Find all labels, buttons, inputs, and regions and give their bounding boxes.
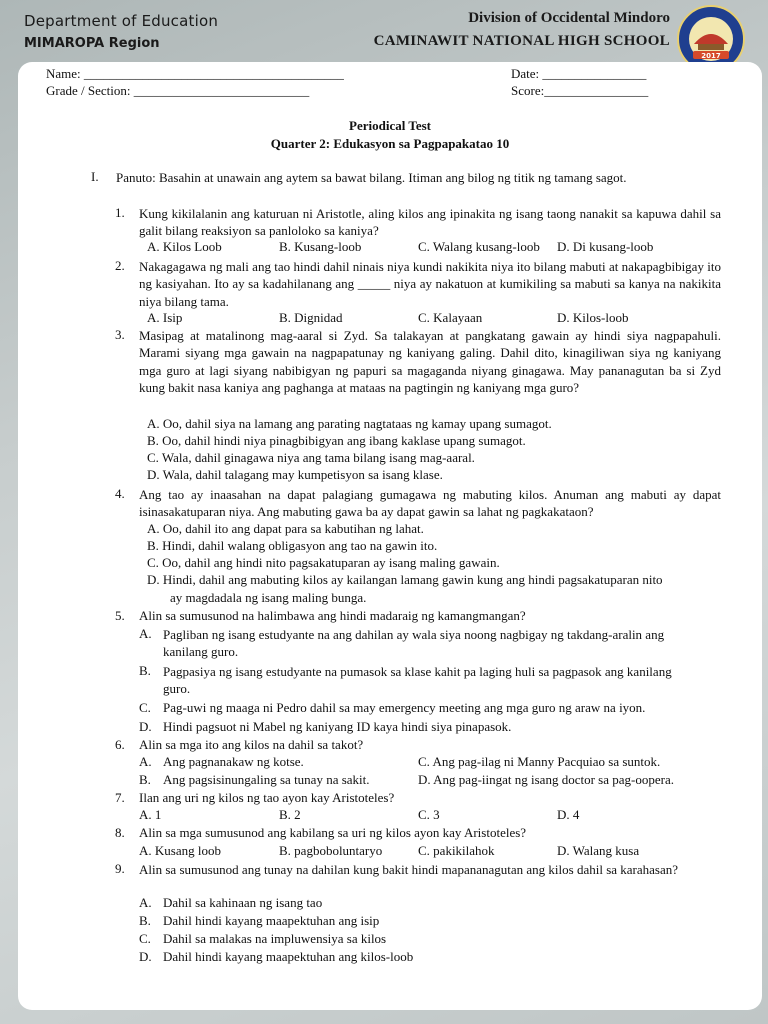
letterhead (0, 0, 768, 62)
instructions: Panuto: Basahin at unawain ang aytem sa bawat bilang. Itiman ang bilog ng titik ng tamang sagot. (116, 170, 627, 185)
dept-name: Department of Education (24, 12, 219, 30)
option-text[interactable]: Ang pagnanakaw ng kotse. (163, 754, 304, 769)
option-text[interactable]: Ang pagsisinungaling sa tunay na sakit. (163, 772, 370, 787)
option[interactable]: D. Ang pag-iingat ng isang doctor sa pag-oopera. (418, 772, 674, 787)
option[interactable]: C. Walang kusang-loob (418, 239, 540, 254)
school-name: CAMINAWIT NATIONAL HIGH SCHOOL (373, 33, 670, 49)
option-continued: ay magdadala ng isang maling bunga. (170, 590, 367, 605)
division-name: Division of Occidental Mindoro (468, 10, 670, 26)
option-letter[interactable]: C. (139, 931, 151, 946)
option[interactable]: B. pagboboluntaryo (279, 843, 383, 858)
option[interactable]: C. Kalayaan (418, 310, 483, 325)
question-text: Alin sa mga sumusunod ang kabilang sa uri ng kilos ayon kay Aristoteles? (139, 825, 527, 840)
option-letter[interactable]: A. (139, 754, 152, 769)
option[interactable]: A. Oo, dahil siya na lamang ang parating nagtataas ng kamay upang sumagot. (147, 416, 552, 431)
option-letter[interactable]: B. (139, 772, 151, 787)
option[interactable]: D. Wala, dahil talagang may kumpetisyon sa isang klase. (147, 467, 443, 482)
option-text[interactable]: Pagliban ng isang estudyante na ang dahilan ay wala siya noong nagbigay ng takdang-aralin ang kanilang guro. (163, 627, 665, 660)
question-number: 1. (115, 205, 125, 220)
option-letter[interactable]: B. (139, 913, 151, 928)
question-number: 9. (115, 861, 125, 876)
option-text[interactable]: Dahil hindi kayang maapektuhan ang kilos-loob (163, 949, 414, 964)
question-text: Nakagagawa ng mali ang tao hindi dahil ninais niya kundi nakikita niya ito bilang mabuti at nakapagbibigay ito ng kasiyahan. Ito ay sa kadahilanang ang _____ niya ay nakatuon at kumikiling sa mabuti sa kanya na nakikita niya bilang tama. (139, 259, 721, 309)
grade-section-field[interactable]: Grade / Section: ___________________________ (46, 83, 310, 98)
option[interactable]: C. 3 (418, 807, 440, 822)
option-letter[interactable]: C. (139, 700, 151, 715)
question-number: 6. (115, 737, 125, 752)
option-letter[interactable]: A. (139, 895, 152, 910)
question-text: Ang tao ay inaasahan na dapat palagiang gumagawa ng mabuting kilos. Anuman ang mabuti ay dapat isinasakatuparan niya. Ang mabuting gawa ba ay dapat gawin sa lahat ng pagkakataon? (139, 487, 721, 520)
option[interactable]: C. pakikilahok (418, 843, 495, 858)
option-letter[interactable]: D. (139, 719, 152, 734)
option-text[interactable]: Dahil hindi kayang maapektuhan ang isip (163, 913, 380, 928)
option-text[interactable]: Dahil sa malakas na impluwensiya sa kilos (163, 931, 387, 946)
option-letter[interactable]: A. (139, 626, 152, 641)
option[interactable]: A. Isip (147, 310, 183, 325)
option[interactable]: B. Hindi, dahil walang obligasyon ang tao na gawin ito. (147, 538, 438, 553)
option[interactable]: B. 2 (279, 807, 301, 822)
region-name: MIMAROPA Region (24, 36, 160, 51)
question-text: Alin sa sumusunod na halimbawa ang hindi madaraig ng kamangmangan? (139, 608, 526, 623)
option[interactable]: C. Oo, dahil ang hindi nito pagsakatuparan ay isang maling gawain. (147, 555, 500, 570)
option[interactable]: A. 1 (139, 807, 162, 822)
option[interactable]: C. Wala, dahil ginagawa niya ang tama bilang isang mag-aaral. (147, 450, 475, 465)
question-number: 2. (115, 258, 125, 273)
question-number: 5. (115, 608, 125, 623)
option[interactable]: C. Ang pag-ilag ni Manny Pacquiao sa suntok. (418, 754, 661, 769)
question-text: Masipag at matalinong mag-aaral si Zyd. Sa talakayan at pangkatang gawain ay hindi siya nagpapahuli. Marami siyang mga gawain na nagpapatunay ng kaniyang galing. Dahil dito, kinagiliwan siya ng kaniyang mga guro at lagi siyang nabibigyan ng papuri sa magaganda niyang ginagawa. May pananagutan ba si Zyd kung bakit nasa kaniya ang paghanga at mataas na pagtingin ng kaniyang mga guro? (139, 328, 721, 395)
option-text[interactable]: Pag-uwi ng maaga ni Pedro dahil sa may emergency meeting ang mga guro ng araw na iyon. (163, 700, 646, 715)
option-text[interactable]: Hindi pagsuot ni Mabel ng kaniyang ID kaya hindi siya pinapasok. (163, 719, 512, 734)
test-paper (18, 62, 762, 1010)
section-number: I. (91, 169, 99, 184)
question-text: Alin sa sumusunod ang tunay na dahilan kung bakit hindi mapananagutan ang kilos dahil sa karahasan? (139, 862, 679, 877)
name-field[interactable]: Name: ________________________________________ (46, 66, 344, 81)
option[interactable]: A. Oo, dahil ito ang dapat para sa kabutihan ng lahat. (147, 521, 424, 536)
question-number: 3. (115, 327, 125, 342)
option[interactable]: D. Di kusang-loob (557, 239, 654, 254)
option[interactable]: A. Kilos Loob (147, 239, 222, 254)
option[interactable]: B. Oo, dahil hindi niya pinagbibigyan ang ibang kaklase upang sumagot. (147, 433, 526, 448)
option[interactable]: B. Kusang-loob (279, 239, 362, 254)
question-number: 8. (115, 825, 125, 840)
option[interactable]: D. Kilos-loob (557, 310, 629, 325)
option-text[interactable]: Pagpasiya ng isang estudyante na pumasok sa klase kahit pa laging huli sa pagpasok ang kanilang guro. (163, 664, 672, 697)
score-field[interactable]: Score:________________ (511, 83, 649, 98)
option-letter[interactable]: D. (139, 949, 152, 964)
question-text: Ilan ang uri ng kilos ng tao ayon kay Aristoteles? (139, 790, 395, 805)
option-text[interactable]: Dahil sa kahinaan ng isang tao (163, 895, 323, 910)
question-number: 7. (115, 790, 125, 805)
option[interactable]: B. Dignidad (279, 310, 343, 325)
question-text: Kung kikilalanin ang katuruan ni Aristotle, aling kilos ang ipinakita ng isang taong nanakit sa kapuwa dahil sa galit bilang reaksiyon sa panloloko sa kaniya? (139, 206, 721, 239)
question-text: Alin sa mga ito ang kilos na dahil sa takot? (139, 737, 364, 752)
test-title: Periodical Test (349, 118, 431, 133)
option-letter[interactable]: B. (139, 663, 151, 678)
option[interactable]: D. Walang kusa (557, 843, 640, 858)
option[interactable]: D. Hindi, dahil ang mabuting kilos ay kailangan lamang gawin kung ang hindi pagsakatuparan nito (147, 572, 663, 587)
test-subtitle: Quarter 2: Edukasyon sa Pagpapakatao 10 (270, 136, 510, 151)
option[interactable]: D. 4 (557, 807, 580, 822)
option[interactable]: A. Kusang loob (139, 843, 221, 858)
question-number: 4. (115, 486, 125, 501)
seal-year: 2017 (701, 52, 721, 60)
date-field[interactable]: Date: ________________ (511, 66, 647, 81)
